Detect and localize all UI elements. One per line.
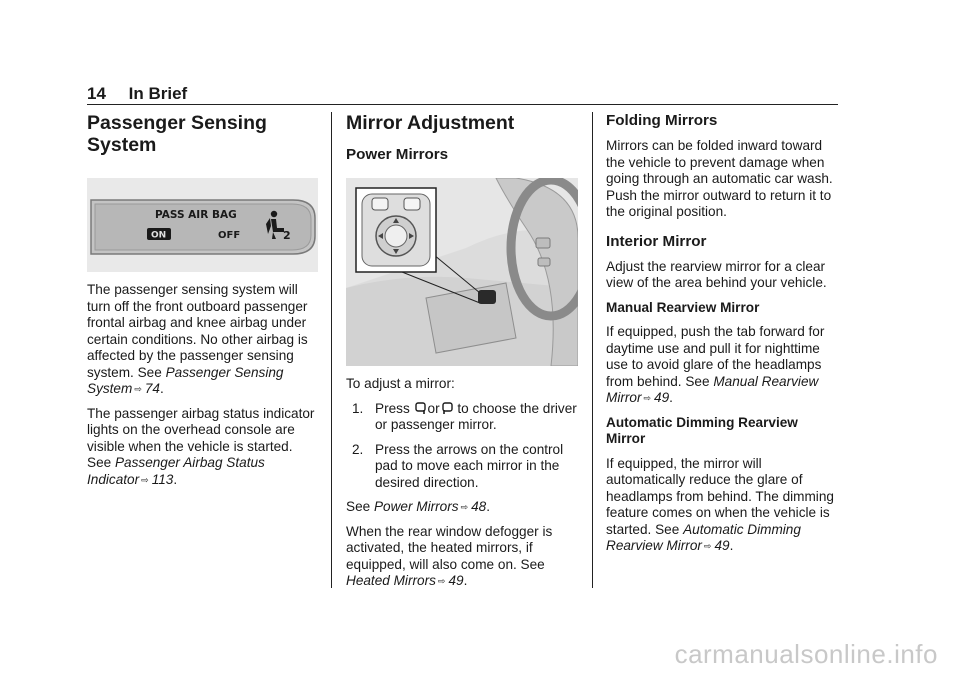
paragraph-manual: If equipped, push the tab forward for daytime use and pull it for nighttime use to avoid glare of the headlamps from behind. See Manual Rearview Mirror ⇨ 49. <box>606 324 825 405</box>
cross-reference-link[interactable]: Passenger Airbag Status Indicator <box>87 455 265 487</box>
footer-watermark: carmanualsonline.info <box>674 639 938 669</box>
pass-air-bag-label: PASS AIR BAG <box>155 209 237 221</box>
cross-reference-link[interactable]: Manual Rearview Mirror <box>606 373 819 405</box>
section-title: In Brief <box>128 84 188 103</box>
step-item <box>346 401 580 434</box>
page-number: 14 <box>87 84 106 103</box>
paragraph-text: The passenger airbag status indicator lights on the overhead console are visible when the vehicle is started. See <box>87 405 315 470</box>
page-ref-icon: ⇨ <box>460 502 469 512</box>
page-ref-number: 49 <box>448 573 464 588</box>
paragraph-text: The passenger sensing system will turn off the front outboard passenger frontal airbag and knee airbag under certain conditions. No other airbag is affected by the passenger sensing system. See <box>87 282 308 380</box>
page-ref-number: 113 <box>151 471 174 487</box>
cross-reference-link[interactable]: Power Mirrors <box>373 499 459 514</box>
on-indicator-label: ON <box>151 230 167 241</box>
page-ref-number: 49 <box>714 538 730 553</box>
page-ref-icon: ⇨ <box>703 541 712 551</box>
column-divider-1 <box>331 112 332 588</box>
paragraph-see-power-mirrors: See Power Mirrors ⇨ 48. <box>346 499 491 514</box>
power-mirror-controls-illustration <box>346 178 578 366</box>
paragraph-automatic: If equipped, the mirror will automatically reduce the glare of headlamps from behind. The dimming feature comes on when the vehicle is started. See Automatic Dimming Rearview Mirror ⇨ 49. <box>606 455 834 553</box>
seat-number: 2 <box>283 229 291 242</box>
step-item <box>346 442 580 492</box>
page-ref-number: 49 <box>654 390 670 405</box>
cross-reference-link[interactable]: Heated Mirrors <box>346 573 436 588</box>
step-text-or: or <box>427 400 440 416</box>
instruction-intro: To adjust a mirror: <box>346 376 455 391</box>
paragraph-interior: Adjust the rearview mirror for a clear view of the area behind your vehicle. <box>606 258 827 290</box>
paragraph-text: If equipped, the mirror will automatically reduce the glare of headlamps from behind. The dimming feature comes on when the vehicle is started. See <box>606 455 834 537</box>
right-mirror-button-icon <box>441 401 453 415</box>
column-passenger-sensing <box>87 112 320 496</box>
paragraph-sensing: The passenger sensing system will turn off the front outboard passenger frontal airbag and knee airbag under certain conditions. No other airbag is affected by the passenger sensing system. See Passenger Sensing System ⇨ 74. <box>87 282 308 396</box>
page-ref-icon: ⇨ <box>437 576 446 586</box>
cross-reference-link[interactable]: Automatic Dimming Rearview Mirror <box>606 521 801 553</box>
step-number: 1. <box>352 400 364 416</box>
mirror-control-graphic <box>346 178 578 366</box>
page-ref-icon: ⇨ <box>643 393 652 403</box>
page-ref-number: 74 <box>144 381 160 396</box>
section-heading: Mirror Adjustment <box>346 112 515 134</box>
paragraph-text: If equipped, push the tab forward for daytime use and pull it for nighttime use to avoid glare of the headlamps from behind. See <box>606 324 825 389</box>
subheading-automatic: Automatic Dimming Rearview Mirror <box>606 414 798 446</box>
airbag-indicator-illustration <box>87 178 318 272</box>
subsection-heading: Power Mirrors <box>346 146 449 163</box>
section-heading: Passenger Sensing System <box>87 112 267 156</box>
step-number: 2. <box>352 441 364 457</box>
instruction-steps <box>346 401 580 492</box>
airbag-indicator-graphic <box>87 178 318 272</box>
column-divider-2 <box>592 112 593 588</box>
subsection-heading: Folding Mirrors <box>606 112 718 129</box>
subheading-manual: Manual Rearview Mirror <box>606 299 760 315</box>
cross-reference-link[interactable]: Passenger Sensing System <box>87 364 284 396</box>
page-ref-icon: ⇨ <box>134 384 142 394</box>
column-mirror-adjustment <box>346 112 580 598</box>
left-mirror-button-icon <box>415 401 427 415</box>
paragraph-heated-mirrors: When the rear window defogger is activated, the heated mirrors, if equipped, will also come on. See Heated Mirrors ⇨ 49. <box>346 523 553 588</box>
paragraph-status-indicator: The passenger airbag status indicator lights on the overhead console are visible when the vehicle is started. See Passenger Airbag Status Indicator ⇨ 113. <box>87 405 315 487</box>
paragraph-folding: Mirrors can be folded inward toward the vehicle to prevent damage when going through an automatic car wash. Push the mirror outward to return it to the original position. <box>606 138 833 219</box>
column-mirrors <box>606 112 840 563</box>
step-text: Press the arrows on the control pad to move each mirror in the desired direction. <box>375 441 564 490</box>
subsection-heading: Interior Mirror <box>606 232 707 250</box>
page-ref-icon: ⇨ <box>141 474 149 485</box>
page-header <box>87 84 187 104</box>
page-ref-number: 48 <box>471 499 487 514</box>
header-rule <box>87 104 838 105</box>
step-text: Press <box>375 400 410 416</box>
off-indicator-label: OFF <box>218 230 241 241</box>
step-text: to choose the driver or passenger mirror. <box>375 400 577 432</box>
paragraph-text: When the rear window defogger is activated, the heated mirrors, if equipped, will also come on. See <box>346 523 553 572</box>
paragraph-text: See <box>346 499 374 514</box>
